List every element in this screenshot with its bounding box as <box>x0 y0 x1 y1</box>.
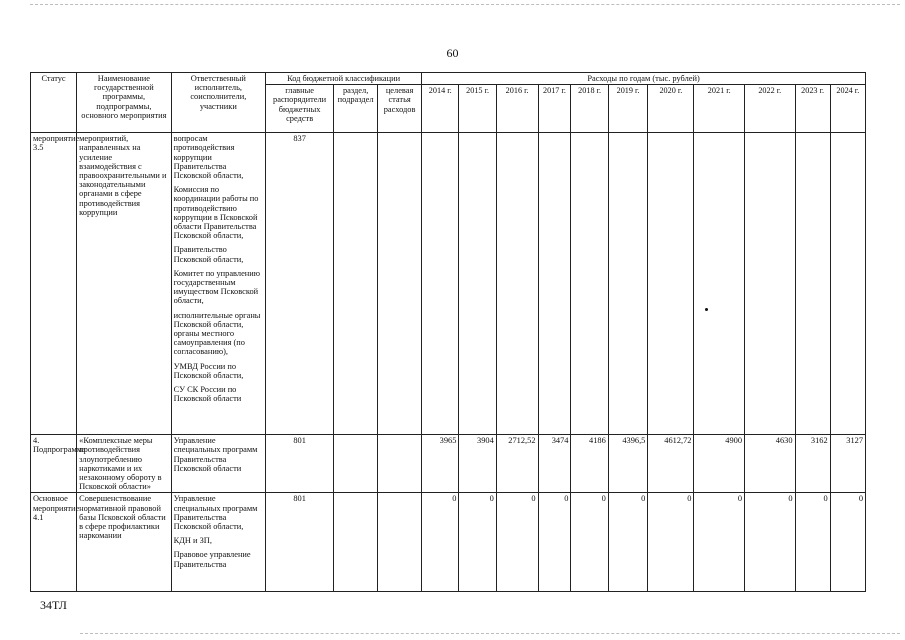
header-name: Наименование государственной программы, подпрограммы, основного мероприятия <box>77 73 171 133</box>
row-target <box>378 493 422 592</box>
header-year-2014: 2014 г. <box>422 85 459 133</box>
header-responsible: Ответственный исполнитель, соисполнители, участники <box>171 73 265 133</box>
row-section <box>334 435 378 493</box>
row-manager-code: 801 <box>266 493 334 592</box>
row-status: мероприятие 3.5 <box>31 133 77 435</box>
header-year-2019: 2019 г. <box>608 85 648 133</box>
row-value-2018 <box>571 133 608 435</box>
responsible-entry: Комитет по управлению государственным имуществом Псковской области, <box>173 268 261 306</box>
row-value-2017: 0 <box>538 493 571 592</box>
responsible-entry: УМВД России по Псковской области, <box>173 361 244 380</box>
header-expenses-group: Расходы по годам (тыс. рублей) <box>422 73 866 85</box>
row-value-2016: 2712,52 <box>496 435 538 493</box>
row-value-2023 <box>795 133 830 435</box>
responsible-entry: КДН и ЗП, <box>173 536 212 546</box>
row-value-2022: 4630 <box>745 435 796 493</box>
header-status: Статус <box>31 73 77 133</box>
row-value-2024: 0 <box>830 493 865 592</box>
header-year-2022: 2022 г. <box>745 85 796 133</box>
table-row <box>31 133 866 435</box>
header-main-manager: главные распорядители бюджетных средств <box>266 85 334 133</box>
row-manager-code: 837 <box>266 133 334 435</box>
row-value-2015 <box>459 133 496 435</box>
header-year-2018: 2018 г. <box>571 85 608 133</box>
row-value-2021: 0 <box>694 493 745 592</box>
row-value-2014 <box>422 133 459 435</box>
row-value-2022 <box>745 133 796 435</box>
footer-code: 34ТЛ <box>40 598 67 612</box>
responsible-entry: Управление специальных программ Правительства Псковской области <box>173 436 258 473</box>
responsible-entry: Комиссия по координации работы по противодействию коррупции в Псковской области Правительства Псковской области, <box>173 185 259 241</box>
scan-edge-bottom <box>80 633 900 635</box>
row-value-2017: 3474 <box>538 435 571 493</box>
header-target-article: целевая статья расходов <box>378 85 422 133</box>
row-name: мероприятий, направленных на усиление взаимодействия с правоохранительными и законодательными органами в сфере противодействия коррупции <box>77 133 171 435</box>
responsible-entry: Правовое управление Правительства <box>173 550 251 569</box>
row-value-2019 <box>608 133 648 435</box>
row-value-2016: 0 <box>496 493 538 592</box>
responsible-entry: исполнительные органы Псковской области, органы местного самоуправления (по согласованию), <box>173 310 261 357</box>
header-year-2023: 2023 г. <box>795 85 830 133</box>
header-year-2017: 2017 г. <box>538 85 571 133</box>
header-year-2015: 2015 г. <box>459 85 496 133</box>
row-responsible <box>171 435 265 493</box>
row-status: 4. Подпрограмма <box>31 435 77 493</box>
row-value-2018: 0 <box>571 493 608 592</box>
row-value-2016 <box>496 133 538 435</box>
responsible-entry: Управление специальных программ Правительства Псковской области, <box>173 494 258 532</box>
row-responsible <box>171 493 265 592</box>
row-manager-code: 801 <box>266 435 334 493</box>
row-value-2015: 3904 <box>459 435 496 493</box>
row-value-2024 <box>830 133 865 435</box>
row-value-2014: 0 <box>422 493 459 592</box>
row-value-2015: 0 <box>459 493 496 592</box>
row-name: «Комплексные меры противодействия злоупотреблению наркотиками и их незаконному обороту в Псковской области» <box>77 435 171 493</box>
row-value-2020: 4612,72 <box>648 435 694 493</box>
row-status: Основное мероприятие 4.1 <box>31 493 77 592</box>
table-row <box>31 493 866 592</box>
row-responsible <box>171 133 265 435</box>
row-target <box>378 133 422 435</box>
responsible-entry: СУ СК России по Псковской области <box>173 385 242 404</box>
row-value-2020: 0 <box>648 493 694 592</box>
header-year-2024: 2024 г. <box>830 85 865 133</box>
row-value-2014: 3965 <box>422 435 459 493</box>
row-value-2021 <box>694 133 745 435</box>
header-year-2020: 2020 г. <box>648 85 694 133</box>
row-value-2019: 4396,5 <box>608 435 648 493</box>
scan-dot-mark <box>705 308 708 311</box>
row-value-2018: 4186 <box>571 435 608 493</box>
page-number: 60 <box>446 46 459 60</box>
row-value-2024: 3127 <box>830 435 865 493</box>
row-value-2021: 4900 <box>694 435 745 493</box>
row-value-2022: 0 <box>745 493 796 592</box>
row-value-2023: 3162 <box>795 435 830 493</box>
row-name: Совершенствование нормативной правовой базы Псковской области в сфере профилактики наркомании <box>77 493 171 592</box>
row-section <box>334 493 378 592</box>
responsible-entry: Правительство Псковской области, <box>173 245 244 264</box>
row-value-2023: 0 <box>795 493 830 592</box>
responsible-entry: вопросам противодействия коррупции Правительства Псковской области, <box>173 134 244 181</box>
budget-table <box>30 72 866 592</box>
row-value-2017 <box>538 133 571 435</box>
row-target <box>378 435 422 493</box>
row-section <box>334 133 378 435</box>
header-budget-code-group: Код бюджетной классификации <box>266 73 422 85</box>
header-year-2016: 2016 г. <box>496 85 538 133</box>
header-year-2021: 2021 г. <box>694 85 745 133</box>
row-value-2019: 0 <box>608 493 648 592</box>
scan-edge-top <box>30 4 900 6</box>
header-section: раздел, подраздел <box>334 85 378 133</box>
table-row <box>31 435 866 493</box>
row-value-2020 <box>648 133 694 435</box>
